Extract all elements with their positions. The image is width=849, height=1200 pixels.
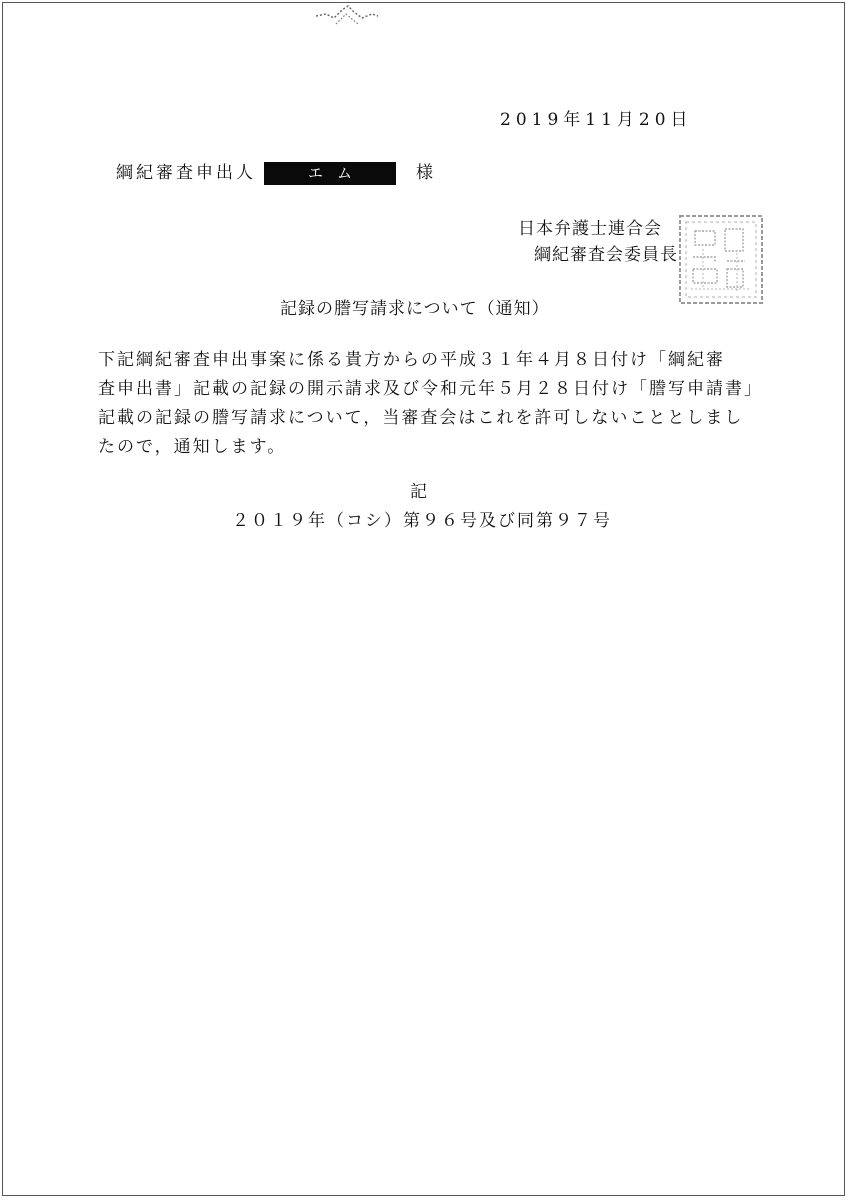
sender-organization: 日本弁護士連合会 bbox=[518, 219, 662, 239]
body-paragraph bbox=[98, 346, 763, 462]
notes-heading: 記 bbox=[410, 482, 427, 502]
body-line: たので，通知します。 bbox=[98, 437, 287, 457]
issue-date: 2019年11月20日 bbox=[500, 110, 693, 130]
official-seal bbox=[677, 213, 765, 306]
body-line: 記載の記録の謄写請求について，当審査会はこれを許可しないこととしまし bbox=[98, 408, 744, 428]
recipient-honorific: 様 bbox=[416, 163, 433, 183]
sender-title: 綱紀審査会委員長 bbox=[534, 245, 678, 265]
recipient-label: 綱紀審査申出人 bbox=[116, 163, 256, 183]
document-title: 記録の謄写請求について（通知） bbox=[280, 299, 550, 319]
case-number: ２０１９年（コシ）第９６号及び同第９７号 bbox=[232, 511, 612, 531]
staple-mark bbox=[312, 4, 382, 30]
body-line: 査申出書」記載の記録の開示請求及び令和元年５月２８日付け「謄写申請書」 bbox=[98, 379, 763, 399]
body-line: 下記綱紀審査申出事案に係る貴方からの平成３１年４月８日付け「綱紀審 bbox=[98, 350, 725, 370]
recipient-name-redacted: エム bbox=[264, 162, 396, 185]
